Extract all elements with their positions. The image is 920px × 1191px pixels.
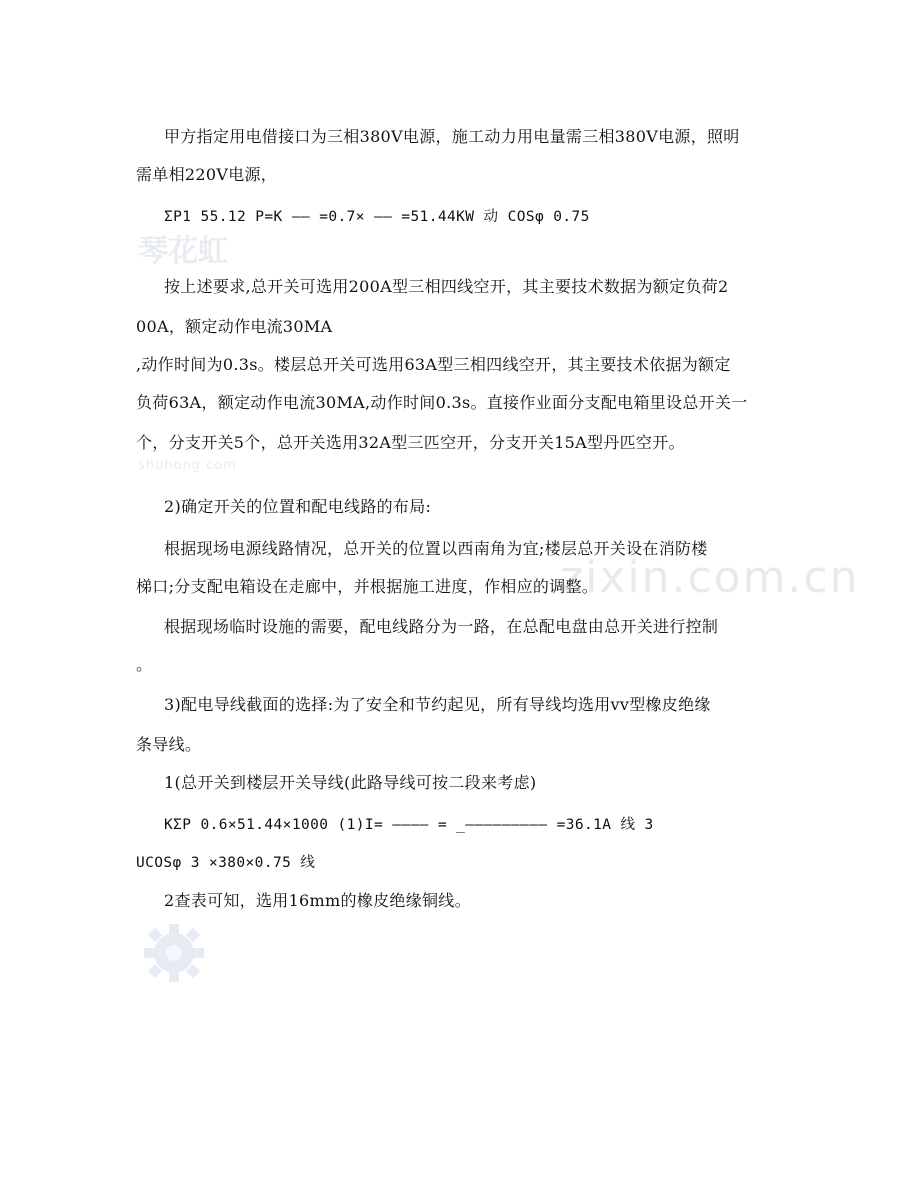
watermark-site-text: zixin.com.cn bbox=[560, 552, 860, 603]
paragraph-line: ,动作时间为0.3s。楼层总开关可选用63A型三相四线空开，其主要技术依据为额定 bbox=[136, 355, 731, 374]
watermark-gear-logo-icon bbox=[136, 920, 212, 986]
paragraph-line: 按上述要求,总开关可选用200A型三相四线空开，其主要技术数据为额定负荷2 bbox=[164, 277, 729, 296]
watermark-cn-text: 琴花虹 bbox=[138, 234, 228, 269]
paragraph-line: 甲方指定用电借接口为三相380V电源，施工动力用电量需三相380V电源，照明 bbox=[164, 127, 740, 146]
paragraph-line: 个，分支开关5个，总开关选用32A型三匹空开，分支开关15A型丹匹空开。 bbox=[136, 433, 685, 452]
formula-line: KΣP 0.6×51.44×1000 (1)I= ———— = _————————— =36.1A 线 3 bbox=[164, 817, 654, 833]
watermark-small-text: shuhong.com bbox=[138, 458, 237, 473]
paragraph-line: 00A，额定动作电流30MA bbox=[136, 317, 333, 336]
paragraph-line: 2查表可知，选用16mm的橡皮绝缘铜线。 bbox=[164, 891, 471, 910]
paragraph-line: 。 bbox=[136, 655, 153, 674]
paragraph-line: 根据现场临时设施的需要，配电线路分为一路，在总配电盘由总开关进行控制 bbox=[164, 617, 719, 636]
paragraph-line: 1(总开关到楼层开关导线(此路导线可按二段来考虑) bbox=[164, 773, 537, 792]
paragraph-line: 梯口;分支配电箱设在走廊中，并根据施工进度，作相应的调整。 bbox=[136, 577, 599, 596]
paragraph-line: 需单相220V电源， bbox=[136, 165, 278, 184]
formula-line: UCOSφ 3 ×380×0.75 线 bbox=[136, 855, 316, 871]
formula-line: ΣP1 55.12 P=K —— =0.7× —— =51.44KW 动 COSφ 0.75 bbox=[164, 209, 590, 225]
paragraph-line: 根据现场电源线路情况，总开关的位置以西南角为宜;楼层总开关设在消防楼 bbox=[164, 539, 708, 558]
section-heading: 3)配电导线截面的选择:为了安全和节约起见，所有导线均选用vv型橡皮绝缘 bbox=[164, 695, 711, 714]
paragraph-line: 负荷63A，额定动作电流30MA,动作时间0.3s。直接作业面分支配电箱里设总开关一 bbox=[136, 393, 748, 412]
paragraph-line: 条导线。 bbox=[136, 735, 202, 754]
section-heading: 2)确定开关的位置和配电线路的布局: bbox=[164, 497, 432, 516]
